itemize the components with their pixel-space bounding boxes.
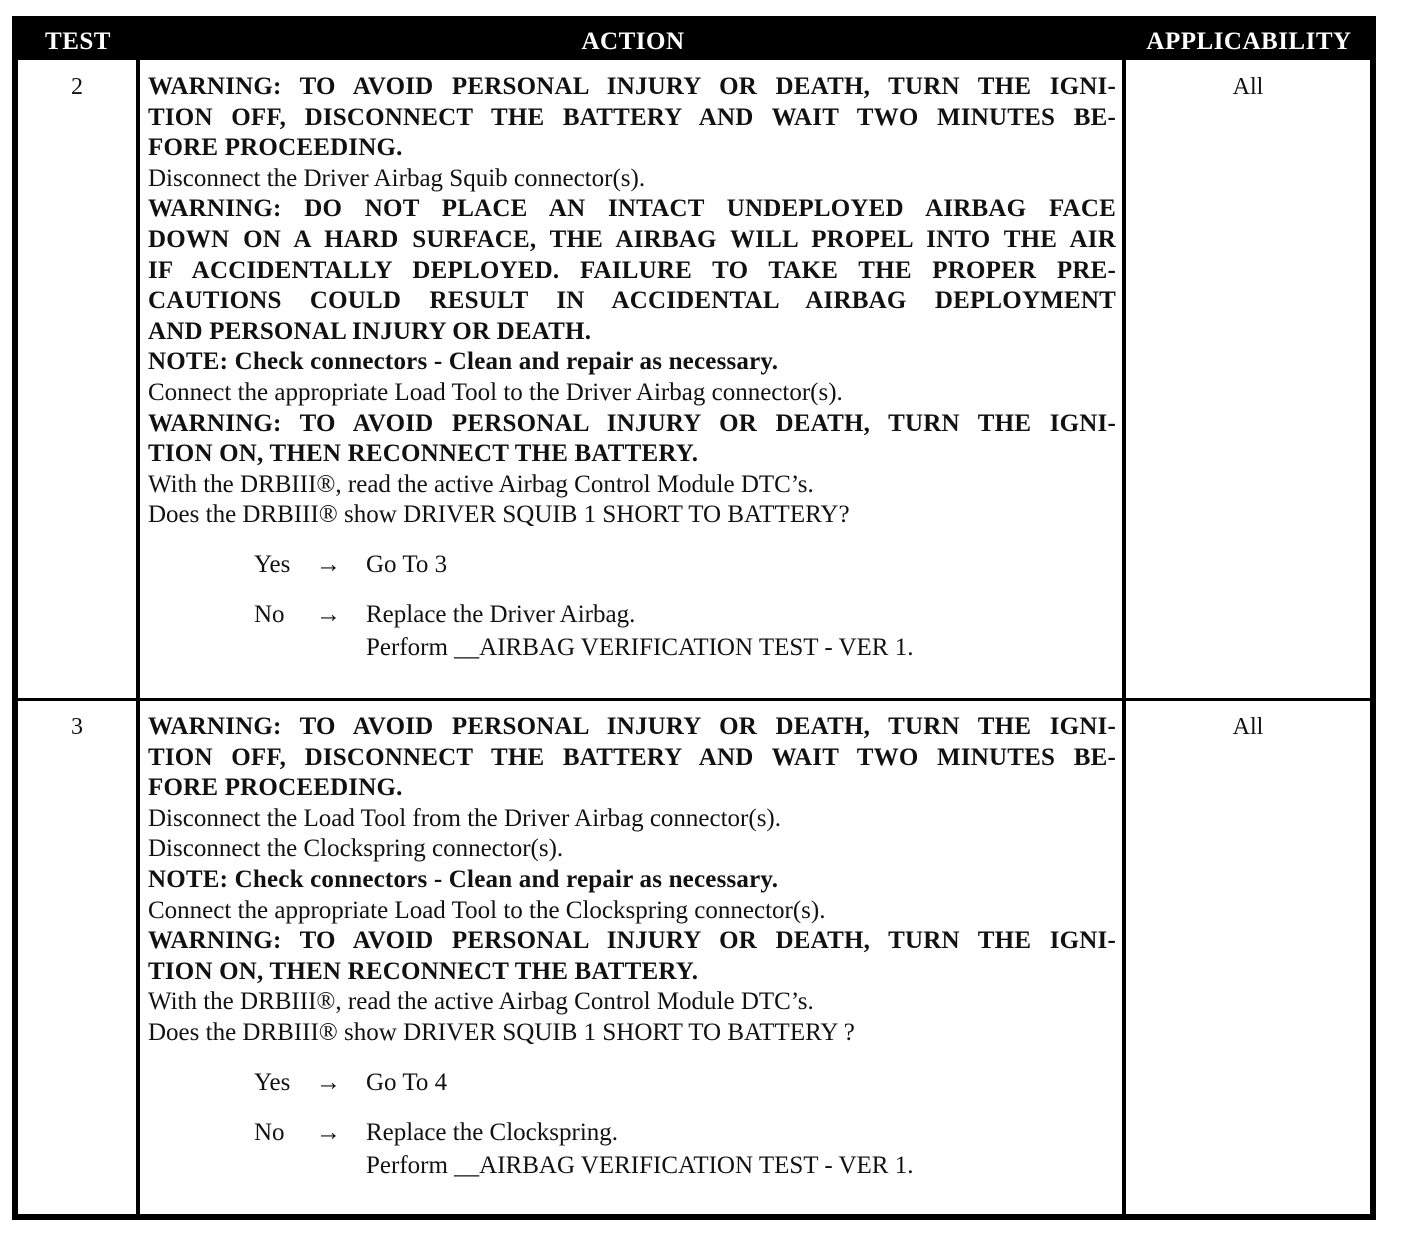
warning-line: TION OFF, DISCONNECT THE BATTERY AND WAIT TWO MINUTES BE-: [148, 743, 1116, 771]
applicability-value: All: [1232, 74, 1264, 100]
table-header: [18, 22, 1370, 60]
action-cell: [148, 712, 1116, 1179]
column-divider: [1122, 60, 1126, 1220]
choice-yes: [148, 549, 1116, 599]
warning-line: TION OFF, DISCONNECT THE BATTERY AND WAIT TWO MINUTES BE-: [148, 103, 1116, 131]
answer-choices: [148, 1067, 1116, 1179]
choice-no: [148, 1117, 1116, 1179]
instruction-line: Connect the appropriate Load Tool to the Driver Airbag connector(s).: [148, 378, 843, 406]
column-divider: [136, 60, 140, 1220]
instruction-line: Disconnect the Driver Airbag Squib connector(s).: [148, 164, 646, 192]
answer-no-result-followup: Perform __AIRBAG VERIFICATION TEST - VER 1.: [366, 633, 914, 661]
answer-choices: [148, 549, 1116, 661]
diagnostic-table: [12, 16, 1376, 1220]
instruction-line: Disconnect the Load Tool from the Driver Airbag connector(s).: [148, 804, 782, 832]
warning-line: FORE PROCEEDING.: [148, 774, 403, 802]
applicability-value: All: [1232, 714, 1264, 740]
warning-line: IF ACCIDENTALLY DEPLOYED. FAILURE TO TAKE THE PROPER PRE-: [148, 256, 1116, 284]
warning-line: TION ON, THEN RECONNECT THE BATTERY.: [148, 440, 699, 468]
answer-no-result: Replace the Clockspring.: [366, 1118, 619, 1146]
warning-line: WARNING: DO NOT PLACE AN INTACT UNDEPLOYED AIRBAG FACE: [148, 195, 1116, 223]
choice-yes: [148, 1067, 1116, 1117]
choice-no: [148, 599, 1116, 661]
row-divider: [18, 698, 1370, 701]
note-line: NOTE: Check connectors - Clean and repair as necessary.: [148, 348, 779, 376]
question-line: Does the DRBIII® show DRIVER SQUIB 1 SHORT TO BATTERY ?: [148, 1018, 855, 1046]
answer-yes-result: Go To 4: [366, 1068, 448, 1096]
warning-line: WARNING: TO AVOID PERSONAL INJURY OR DEATH, TURN THE IGNI-: [148, 927, 1116, 955]
warning-line: FORE PROCEEDING.: [148, 134, 403, 162]
answer-no-result-followup: Perform __AIRBAG VERIFICATION TEST - VER 1.: [366, 1151, 914, 1179]
warning-line: WARNING: TO AVOID PERSONAL INJURY OR DEATH, TURN THE IGNI-: [148, 73, 1116, 100]
warning-line: WARNING: TO AVOID PERSONAL INJURY OR DEATH, TURN THE IGNI-: [148, 713, 1116, 740]
instruction-line: With the DRBIII®, read the active Airbag Control Module DTC’s.: [148, 470, 814, 498]
test-number: 3: [71, 714, 83, 740]
instruction-line: Disconnect the Clockspring connector(s).: [148, 835, 564, 863]
answer-yes-result: Go To 3: [366, 550, 448, 578]
test-number: 2: [71, 74, 83, 100]
header-action: ACTION: [581, 28, 685, 55]
answer-no-result: Replace the Driver Airbag.: [366, 600, 636, 628]
arrow-right-icon: →: [316, 1118, 341, 1146]
answer-yes-label: Yes: [254, 1068, 291, 1096]
warning-line: WARNING: TO AVOID PERSONAL INJURY OR DEATH, TURN THE IGNI-: [148, 409, 1116, 437]
arrow-right-icon: →: [316, 600, 341, 628]
instruction-line: Connect the appropriate Load Tool to the Clockspring connector(s).: [148, 896, 826, 924]
instruction-line: With the DRBIII®, read the active Airbag Control Module DTC’s.: [148, 988, 814, 1016]
answer-no-label: No: [254, 600, 285, 628]
arrow-right-icon: →: [316, 550, 341, 578]
header-test: TEST: [45, 28, 111, 55]
answer-yes-label: Yes: [254, 550, 291, 578]
warning-line: DOWN ON A HARD SURFACE, THE AIRBAG WILL PROPEL INTO THE AIR: [148, 225, 1116, 253]
action-cell: [148, 72, 1116, 661]
header-applicability: APPLICABILITY: [1146, 28, 1352, 55]
answer-no-label: No: [254, 1118, 285, 1146]
warning-line: AND PERSONAL INJURY OR DEATH.: [148, 317, 592, 345]
arrow-right-icon: →: [316, 1068, 341, 1096]
warning-line: CAUTIONS COULD RESULT IN ACCIDENTAL AIRBAG DEPLOYMENT: [148, 287, 1116, 315]
warning-line: TION ON, THEN RECONNECT THE BATTERY.: [148, 957, 699, 985]
note-line: NOTE: Check connectors - Clean and repair as necessary.: [148, 865, 779, 893]
question-line: Does the DRBIII® show DRIVER SQUIB 1 SHORT TO BATTERY?: [148, 501, 850, 529]
